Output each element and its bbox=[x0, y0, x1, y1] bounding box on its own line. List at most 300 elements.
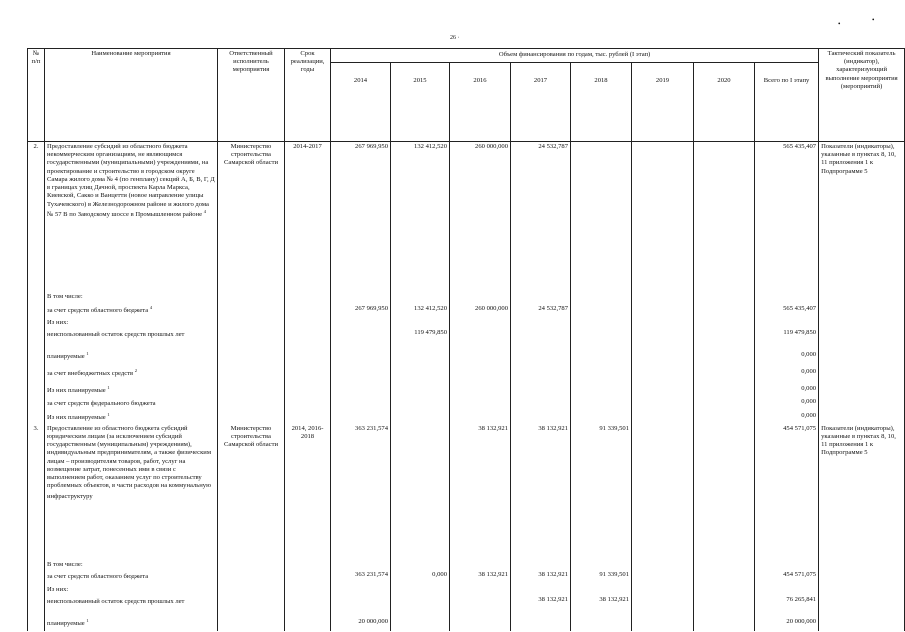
row-total bbox=[755, 328, 819, 350]
row-value bbox=[694, 617, 755, 631]
row-responsible bbox=[218, 367, 285, 384]
row-value bbox=[450, 558, 511, 570]
row-value bbox=[632, 290, 694, 304]
row-value bbox=[391, 367, 450, 384]
row-total-text: 565 435,407 bbox=[783, 143, 817, 150]
row-term bbox=[285, 384, 331, 397]
row-value bbox=[450, 570, 511, 582]
row-num bbox=[28, 142, 45, 290]
row-value bbox=[450, 411, 511, 423]
row-value bbox=[571, 367, 632, 384]
row-value bbox=[694, 384, 755, 397]
table-row bbox=[28, 570, 905, 582]
row-name-text: планируемые bbox=[47, 620, 85, 628]
row-value bbox=[391, 328, 450, 350]
row-total bbox=[755, 350, 819, 367]
row-value-text: 267 969,950 bbox=[355, 143, 388, 150]
row-value-text: 24 532,787 bbox=[538, 304, 568, 312]
row-total-text: 0,000 bbox=[801, 412, 817, 420]
row-indicator bbox=[819, 142, 905, 290]
row-value-text: 38 132,921 bbox=[538, 596, 568, 604]
table-row bbox=[28, 617, 905, 631]
row-name bbox=[45, 384, 218, 397]
row-value bbox=[694, 570, 755, 582]
row-value bbox=[391, 350, 450, 367]
row-num bbox=[28, 328, 45, 350]
row-value bbox=[694, 583, 755, 595]
row-value bbox=[331, 411, 391, 423]
row-value bbox=[571, 350, 632, 367]
row-value bbox=[694, 411, 755, 423]
row-num bbox=[28, 304, 45, 316]
row-total bbox=[755, 411, 819, 423]
row-num bbox=[28, 397, 45, 411]
row-value-text: 38 132,921 bbox=[478, 571, 508, 579]
row-value bbox=[450, 316, 511, 328]
header-name: Наименование мероприятия bbox=[45, 49, 218, 142]
row-value bbox=[632, 304, 694, 316]
row-value bbox=[632, 424, 694, 558]
row-value bbox=[331, 290, 391, 304]
row-name-text: Из них: bbox=[47, 319, 69, 327]
row-indicator bbox=[819, 583, 905, 595]
row-value-text: 38 132,921 bbox=[538, 424, 568, 432]
header-year: 2015 bbox=[391, 63, 450, 142]
footnote-ref: 4 bbox=[149, 304, 153, 310]
row-value bbox=[571, 424, 632, 558]
header-term: Срок реализации, годы bbox=[285, 49, 331, 142]
row-value bbox=[511, 583, 571, 595]
table-row bbox=[28, 290, 905, 304]
row-value bbox=[450, 397, 511, 411]
row-value bbox=[391, 558, 450, 570]
row-total bbox=[755, 595, 819, 617]
row-term bbox=[285, 424, 331, 558]
row-value bbox=[632, 411, 694, 423]
row-value bbox=[511, 290, 571, 304]
row-value bbox=[391, 411, 450, 423]
row-value bbox=[391, 316, 450, 328]
row-value bbox=[694, 558, 755, 570]
row-value bbox=[694, 290, 755, 304]
row-value bbox=[331, 142, 391, 290]
row-value bbox=[571, 290, 632, 304]
row-value-text: 20 000,000 bbox=[358, 618, 388, 626]
row-value-text: 38 132,921 bbox=[599, 596, 629, 604]
row-value bbox=[632, 384, 694, 397]
row-value bbox=[694, 304, 755, 316]
row-responsible bbox=[218, 424, 285, 558]
header-year: 2016 bbox=[450, 63, 511, 142]
row-value bbox=[450, 617, 511, 631]
row-name-text: неиспользованный остаток средств прошлых лет bbox=[47, 598, 185, 606]
row-value bbox=[511, 350, 571, 367]
row-value bbox=[632, 142, 694, 290]
row-value bbox=[391, 617, 450, 631]
row-term bbox=[285, 316, 331, 328]
row-total bbox=[755, 583, 819, 595]
row-indicator bbox=[819, 424, 905, 558]
row-name-text: Из них планируемые bbox=[47, 387, 106, 395]
row-value bbox=[331, 316, 391, 328]
row-responsible bbox=[218, 397, 285, 411]
row-indicator bbox=[819, 384, 905, 397]
row-name-text: Из них планируемые bbox=[47, 414, 106, 422]
row-total-text: 454 571,075 bbox=[783, 424, 817, 432]
row-total-text: 0,000 bbox=[801, 351, 817, 359]
row-name bbox=[45, 424, 218, 558]
row-total bbox=[755, 397, 819, 411]
row-num bbox=[28, 384, 45, 397]
footnote-ref: 1 bbox=[107, 412, 110, 418]
row-indicator bbox=[819, 558, 905, 570]
row-value bbox=[694, 424, 755, 558]
table-row bbox=[28, 328, 905, 350]
row-indicator bbox=[819, 328, 905, 350]
row-name bbox=[45, 583, 218, 595]
row-term-text: 2014-2017 bbox=[293, 143, 322, 150]
row-name-text: В том числе: bbox=[47, 292, 83, 300]
header-responsible: Ответственный исполнитель мероприятия bbox=[218, 49, 285, 142]
row-total bbox=[755, 316, 819, 328]
row-value-text: 132 412,520 bbox=[414, 304, 447, 312]
row-value bbox=[571, 583, 632, 595]
row-total-text: 0,000 bbox=[801, 385, 817, 393]
row-value bbox=[632, 350, 694, 367]
row-value-text: 24 532,787 bbox=[538, 143, 568, 150]
row-indicator bbox=[819, 290, 905, 304]
row-term bbox=[285, 290, 331, 304]
table-row bbox=[28, 583, 905, 595]
row-value bbox=[331, 595, 391, 617]
row-indicator-text: Показатели (индикаторы), указанные в пунктах 8, 10, 11 приложения 1 к Подпрограмме 5 bbox=[821, 143, 896, 175]
row-total-text: 76 265,841 bbox=[786, 596, 817, 604]
footnote-ref: 1 bbox=[86, 351, 89, 357]
row-total-text: 0,000 bbox=[801, 398, 817, 406]
row-value bbox=[632, 583, 694, 595]
row-name-text: Предоставление из областного бюджета субсидий юридическим лицам (за исключением субсидий государственным (муниципальным) учреждениям), индивидуальным предпринимателям, а также физическим лицам – производителям товаров, работ, услуг на возмещение затрат, понесенных ими в связи с выполнением работ, оказанием услуг по строительству проблемных объектов, в части расходов на коммунальную инфраструктуру bbox=[47, 424, 212, 500]
row-total bbox=[755, 617, 819, 631]
row-term bbox=[285, 558, 331, 570]
row-name bbox=[45, 617, 218, 631]
row-responsible bbox=[218, 350, 285, 367]
row-num bbox=[28, 583, 45, 595]
row-value bbox=[632, 316, 694, 328]
row-value bbox=[450, 595, 511, 617]
row-value bbox=[391, 583, 450, 595]
row-name bbox=[45, 328, 218, 350]
row-term bbox=[285, 350, 331, 367]
row-value bbox=[511, 570, 571, 582]
row-total bbox=[755, 384, 819, 397]
row-value bbox=[694, 397, 755, 411]
table-row bbox=[28, 384, 905, 397]
row-value bbox=[694, 367, 755, 384]
row-value bbox=[450, 583, 511, 595]
header-year: 2019 bbox=[632, 63, 694, 142]
table-body bbox=[28, 142, 905, 632]
row-value bbox=[511, 142, 571, 290]
row-value-text: 267 969,950 bbox=[355, 304, 388, 312]
row-num bbox=[28, 570, 45, 582]
row-indicator bbox=[819, 570, 905, 582]
row-total bbox=[755, 367, 819, 384]
row-name bbox=[45, 304, 218, 316]
table-header bbox=[28, 49, 905, 142]
row-value bbox=[511, 424, 571, 558]
row-value bbox=[632, 367, 694, 384]
row-num bbox=[28, 595, 45, 617]
row-value bbox=[571, 411, 632, 423]
row-value bbox=[571, 397, 632, 411]
row-value bbox=[391, 595, 450, 617]
row-value bbox=[511, 384, 571, 397]
row-name bbox=[45, 142, 218, 290]
row-total bbox=[755, 142, 819, 290]
row-num bbox=[28, 411, 45, 423]
footnote-ref: 2 bbox=[134, 368, 138, 374]
row-term bbox=[285, 411, 331, 423]
row-value bbox=[632, 397, 694, 411]
row-term bbox=[285, 595, 331, 617]
row-responsible bbox=[218, 384, 285, 397]
row-total-text: 565 435,407 bbox=[783, 304, 817, 312]
row-total bbox=[755, 558, 819, 570]
row-value bbox=[511, 558, 571, 570]
row-responsible bbox=[218, 583, 285, 595]
row-value bbox=[391, 304, 450, 316]
row-num bbox=[28, 367, 45, 384]
row-value-text: 38 132,921 bbox=[538, 571, 568, 579]
table-row bbox=[28, 558, 905, 570]
row-value bbox=[632, 558, 694, 570]
row-indicator bbox=[819, 350, 905, 367]
header-num: № п/п bbox=[28, 49, 45, 142]
row-responsible bbox=[218, 290, 285, 304]
row-value bbox=[571, 384, 632, 397]
row-value-text: 363 231,574 bbox=[355, 571, 388, 579]
row-value bbox=[694, 350, 755, 367]
row-num-text: 3. bbox=[33, 424, 39, 432]
row-value bbox=[331, 583, 391, 595]
row-name-text: В том числе: bbox=[47, 560, 83, 568]
footnote-ref: 4 bbox=[203, 208, 206, 214]
row-value bbox=[571, 328, 632, 350]
row-responsible bbox=[218, 558, 285, 570]
row-term bbox=[285, 570, 331, 582]
row-value bbox=[331, 328, 391, 350]
row-value bbox=[391, 142, 450, 290]
row-name-text: за счет средств федерального бюджета bbox=[47, 400, 156, 408]
row-value bbox=[331, 424, 391, 558]
row-indicator bbox=[819, 304, 905, 316]
row-responsible bbox=[218, 328, 285, 350]
row-value-text: 91 339,501 bbox=[599, 424, 629, 432]
header-financing: Объем финансирования по годам, тыс. рублей (I этап) bbox=[331, 49, 819, 63]
row-value bbox=[391, 424, 450, 558]
row-responsible-text: Министерство строительства Самарской области bbox=[224, 143, 278, 167]
row-num bbox=[28, 558, 45, 570]
row-name bbox=[45, 350, 218, 367]
row-value bbox=[450, 350, 511, 367]
row-name bbox=[45, 367, 218, 384]
row-term bbox=[285, 304, 331, 316]
header-year: 2014 bbox=[331, 63, 391, 142]
row-value bbox=[632, 595, 694, 617]
row-value bbox=[450, 367, 511, 384]
row-value bbox=[331, 558, 391, 570]
row-term bbox=[285, 328, 331, 350]
row-name-text: за счет внебюджетных средств bbox=[47, 370, 134, 378]
row-num bbox=[28, 350, 45, 367]
row-value bbox=[450, 290, 511, 304]
row-indicator bbox=[819, 595, 905, 617]
table-row bbox=[28, 142, 905, 290]
table-row bbox=[28, 316, 905, 328]
row-term bbox=[285, 142, 331, 290]
corner-mark: • bbox=[872, 16, 875, 24]
row-responsible bbox=[218, 617, 285, 631]
row-value bbox=[450, 384, 511, 397]
footnote-ref: 1 bbox=[86, 618, 89, 624]
row-value bbox=[331, 350, 391, 367]
row-num bbox=[28, 424, 45, 558]
row-term bbox=[285, 617, 331, 631]
row-name bbox=[45, 411, 218, 423]
row-value bbox=[571, 558, 632, 570]
row-value bbox=[450, 304, 511, 316]
row-total-text: 0,000 bbox=[801, 368, 817, 376]
row-value bbox=[450, 328, 511, 350]
row-value bbox=[511, 595, 571, 617]
row-value bbox=[391, 384, 450, 397]
row-responsible bbox=[218, 570, 285, 582]
row-name bbox=[45, 558, 218, 570]
row-name bbox=[45, 397, 218, 411]
row-value bbox=[331, 367, 391, 384]
row-value bbox=[511, 328, 571, 350]
row-name-text: планируемые bbox=[47, 353, 85, 361]
row-term bbox=[285, 397, 331, 411]
row-value bbox=[571, 617, 632, 631]
footnote-ref: 1 bbox=[107, 385, 110, 391]
row-value bbox=[331, 397, 391, 411]
row-value bbox=[511, 367, 571, 384]
row-name bbox=[45, 290, 218, 304]
table-row bbox=[28, 595, 905, 617]
row-num bbox=[28, 316, 45, 328]
row-value bbox=[391, 570, 450, 582]
row-total bbox=[755, 304, 819, 316]
row-value-text: 38 132,921 bbox=[478, 424, 508, 432]
row-value bbox=[632, 570, 694, 582]
table-row bbox=[28, 397, 905, 411]
row-responsible bbox=[218, 411, 285, 423]
header-year: 2018 bbox=[571, 63, 632, 142]
row-total bbox=[755, 290, 819, 304]
row-indicator bbox=[819, 411, 905, 423]
row-term-text: 2014, 2016-2018 bbox=[291, 424, 324, 440]
row-value-text: 119 479,850 bbox=[414, 329, 447, 337]
row-value bbox=[571, 316, 632, 328]
header-total: Всего по I этапу bbox=[755, 63, 819, 142]
row-name-text: Предоставление субсидий из областного бюджета некоммерческим организациям, не являющимся государственными (муниципальными) учреждениями, на проектирование и строительство в городском округе Самара жилого дома № 4 (по генплану) секций А, Б, В, Г, Д в границах улиц Дачной, проспекта Карла Маркса, Киевской, Сакко и Ванцетти (новое направление улицы Тухачевского) в Железнодорожном районе и жилого дома № 57 В по Заводскому шоссе в Промышленном районе bbox=[47, 143, 215, 219]
row-value bbox=[694, 316, 755, 328]
row-value bbox=[391, 397, 450, 411]
row-value bbox=[511, 304, 571, 316]
row-name-text: за счет средств областного бюджета bbox=[47, 306, 149, 314]
row-num bbox=[28, 617, 45, 631]
row-num-text: 2. bbox=[33, 143, 39, 150]
row-value bbox=[632, 328, 694, 350]
table-row bbox=[28, 411, 905, 423]
row-value bbox=[511, 411, 571, 423]
row-value bbox=[511, 397, 571, 411]
table-row bbox=[28, 424, 905, 558]
row-total-text: 119 479,850 bbox=[783, 329, 817, 337]
row-name bbox=[45, 570, 218, 582]
row-indicator bbox=[819, 397, 905, 411]
table-row bbox=[28, 367, 905, 384]
row-value bbox=[571, 304, 632, 316]
row-value bbox=[571, 142, 632, 290]
row-responsible-text: Министерство строительства Самарской области bbox=[224, 424, 278, 449]
row-num bbox=[28, 290, 45, 304]
row-responsible bbox=[218, 316, 285, 328]
row-term bbox=[285, 367, 331, 384]
row-indicator-text: Показатели (индикаторы), указанные в пунктах 8, 10, 11 приложения 1 к Подпрограмме 5 bbox=[821, 424, 896, 457]
header-year: 2020 bbox=[694, 63, 755, 142]
row-name-text: неиспользованный остаток средств прошлых лет bbox=[47, 331, 185, 339]
row-total-text: 20 000,000 bbox=[786, 618, 817, 626]
row-value bbox=[694, 595, 755, 617]
row-total-text: 454 571,075 bbox=[783, 571, 817, 579]
row-value bbox=[571, 570, 632, 582]
row-value-text: 260 000,000 bbox=[475, 143, 508, 150]
row-name bbox=[45, 595, 218, 617]
header-indicator: Тактический показатель (индикатор), характеризующий выполнение мероприятия (мероприятий) bbox=[819, 49, 905, 142]
table-row bbox=[28, 350, 905, 367]
row-responsible bbox=[218, 595, 285, 617]
row-name bbox=[45, 316, 218, 328]
row-responsible bbox=[218, 304, 285, 316]
row-indicator bbox=[819, 316, 905, 328]
row-value-text: 91 339,501 bbox=[599, 571, 629, 579]
row-value bbox=[571, 595, 632, 617]
row-total bbox=[755, 424, 819, 558]
row-value bbox=[450, 142, 511, 290]
row-value-text: 132 412,520 bbox=[414, 143, 447, 150]
row-value bbox=[632, 617, 694, 631]
row-value bbox=[694, 142, 755, 290]
row-value-text: 0,000 bbox=[432, 571, 447, 579]
row-value bbox=[511, 617, 571, 631]
row-responsible bbox=[218, 142, 285, 290]
corner-mark: • bbox=[838, 20, 841, 28]
table-row bbox=[28, 304, 905, 316]
row-value-text: 260 000,000 bbox=[475, 304, 508, 312]
page-number: 26 · bbox=[450, 35, 460, 41]
row-value bbox=[511, 316, 571, 328]
row-value bbox=[450, 424, 511, 558]
row-name-text: за счет средств областного бюджета bbox=[47, 573, 149, 581]
financing-table bbox=[27, 48, 905, 631]
row-indicator bbox=[819, 367, 905, 384]
row-name-text: Из них: bbox=[47, 585, 69, 593]
row-term bbox=[285, 583, 331, 595]
row-value bbox=[391, 290, 450, 304]
row-indicator bbox=[819, 617, 905, 631]
